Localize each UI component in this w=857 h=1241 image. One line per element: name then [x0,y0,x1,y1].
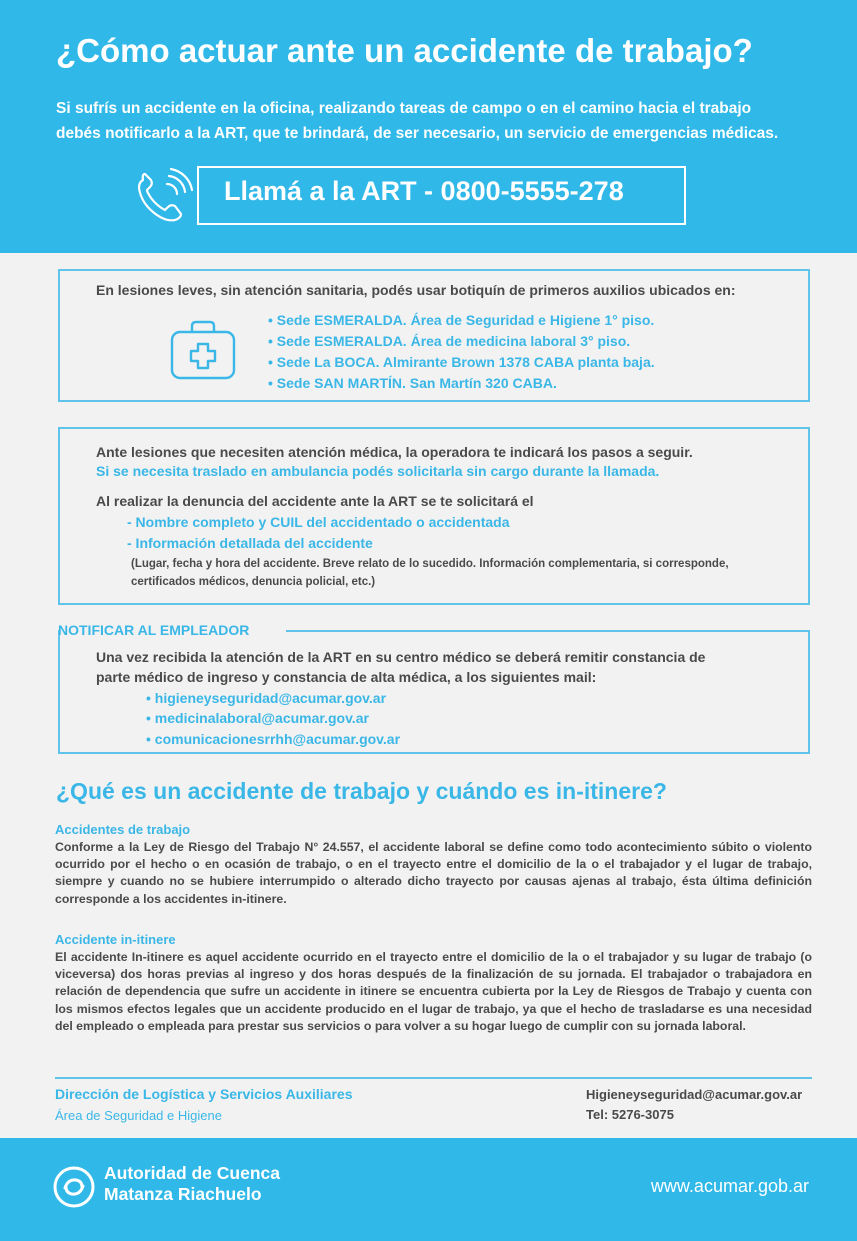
medical-note-1: (Lugar, fecha y hora del accidente. Breve relato de lo sucedido. Información complementaria, si corresponde, [131,558,729,570]
subtitle-line-1: Si sufrís un accidente en la oficina, realizando tareas de campo o en el camino hacia el trabajo [56,100,752,117]
first-aid-item: • Sede ESMERALDA. Área de Seguridad e Higiene 1° piso. [268,312,655,328]
department-name: Dirección de Logística y Servicios Auxiliares [55,1086,353,1102]
org-name-line-2: Matanza Riachuelo [104,1184,262,1204]
phone-icon [133,168,193,226]
contact-divider [55,1077,812,1079]
notify-divider [286,630,810,632]
header-subtitle [56,96,816,146]
section-title: ¿Qué es un accidente de trabajo y cuándo es in-itinere? [56,778,667,804]
acumar-logo-icon [53,1166,95,1208]
first-aid-heading: En lesiones leves, sin atención sanitaria, podés usar botiquín de primeros auxilios ubicados en: [96,282,736,298]
email-link[interactable]: • comunicacionesrrhh@acumar.gov.ar [146,731,401,747]
in-itinere-paragraph: El accidente In-itinere es aquel accidente ocurrido en el trayecto entre el domicilio de la o el trabajador y su lugar de trabajo (o viceversa) dos horas previas al ingreso y dos horas después de la finalización de su jornada. El trabajador o trabajadora en relación de dependencia que sufre un accidente in itinere se encuentra cubierta por la Ley de Riesgos de Trabajo y cuenta con los mismos efectos legales que un accidente producido en el lugar de trabajo, ya que el hecho de trasladarse es una necesidad del empleado o empleada para prestar sus servicios o para volver a su hogar luego de cumplir con su jornada laboral. [55,950,812,1033]
subtitle-line-2: debés notificarlo a la ART, que te brindará, de ser necesario, un servicio de emergencias médicas. [56,125,779,142]
area-name: Área de Seguridad e Higiene [55,1108,222,1123]
medical-line-1: Ante lesiones que necesiten atención médica, la operadora te indicará los pasos a seguir. [96,444,693,460]
first-aid-item: • Sede La BOCA. Almirante Brown 1378 CABA planta baja. [268,354,655,370]
email-link[interactable]: • higieneyseguridad@acumar.gov.ar [146,690,387,706]
page-title: ¿Cómo actuar ante un accidente de trabajo? [56,32,753,69]
accidentes-trabajo-paragraph: Conforme a la Ley de Riesgo del Trabajo N° 24.557, el accidente laboral se define como todo acontecimiento súbito o violento ocurrido por el hecho o en ocasión de trabajo, o en el trayecto entre el domicilio de la o el trabajador y el lugar de trabajo, siempre y cuando no se hubiere interrumpido o alterado dicho trayecto por causas ajenas al trabajo, ésta última definición corresponde a los accidentes in-itinere. [55,840,812,906]
medical-line-2: Si se necesita traslado en ambulancia podés solicitarla sin cargo durante la llamada. [96,463,660,479]
call-art-text: Llamá a la ART - 0800-5555-278 [224,176,624,206]
org-name [104,1163,280,1205]
email-link[interactable]: • medicinalaboral@acumar.gov.ar [146,710,369,726]
contact-email[interactable]: Higieneyseguridad@acumar.gov.ar [586,1087,803,1102]
website-link[interactable]: www.acumar.gob.ar [650,1176,809,1196]
contact-phone: Tel: 5276-3075 [586,1107,674,1122]
medical-note-2: certificados médicos, denuncia policial, etc.) [131,576,376,588]
notify-line-2: parte médico de ingreso y constancia de alta médica, a los siguientes mail: [96,669,597,685]
first-aid-item: • Sede ESMERALDA. Área de medicina laboral 3° piso. [268,333,631,349]
accidentes-trabajo-heading: Accidentes de trabajo [55,822,191,837]
org-name-line-1: Autoridad de Cuenca [104,1163,280,1183]
notify-employer-label: NOTIFICAR AL EMPLEADOR [58,622,250,638]
first-aid-kit-icon [168,318,238,382]
in-itinere-heading: Accidente in-itinere [55,932,176,947]
notify-line-1: Una vez recibida la atención de la ART en su centro médico se deberá remitir constancia de [96,649,706,665]
medical-line-3: Al realizar la denuncia del accidente ante la ART se te solicitará el [96,493,534,509]
medical-item-2: - Información detallada del accidente [127,535,373,551]
medical-item-1: - Nombre completo y CUIL del accidentado o accidentada [127,514,510,530]
first-aid-item: • Sede SAN MARTÍN. San Martín 320 CABA. [268,375,557,391]
